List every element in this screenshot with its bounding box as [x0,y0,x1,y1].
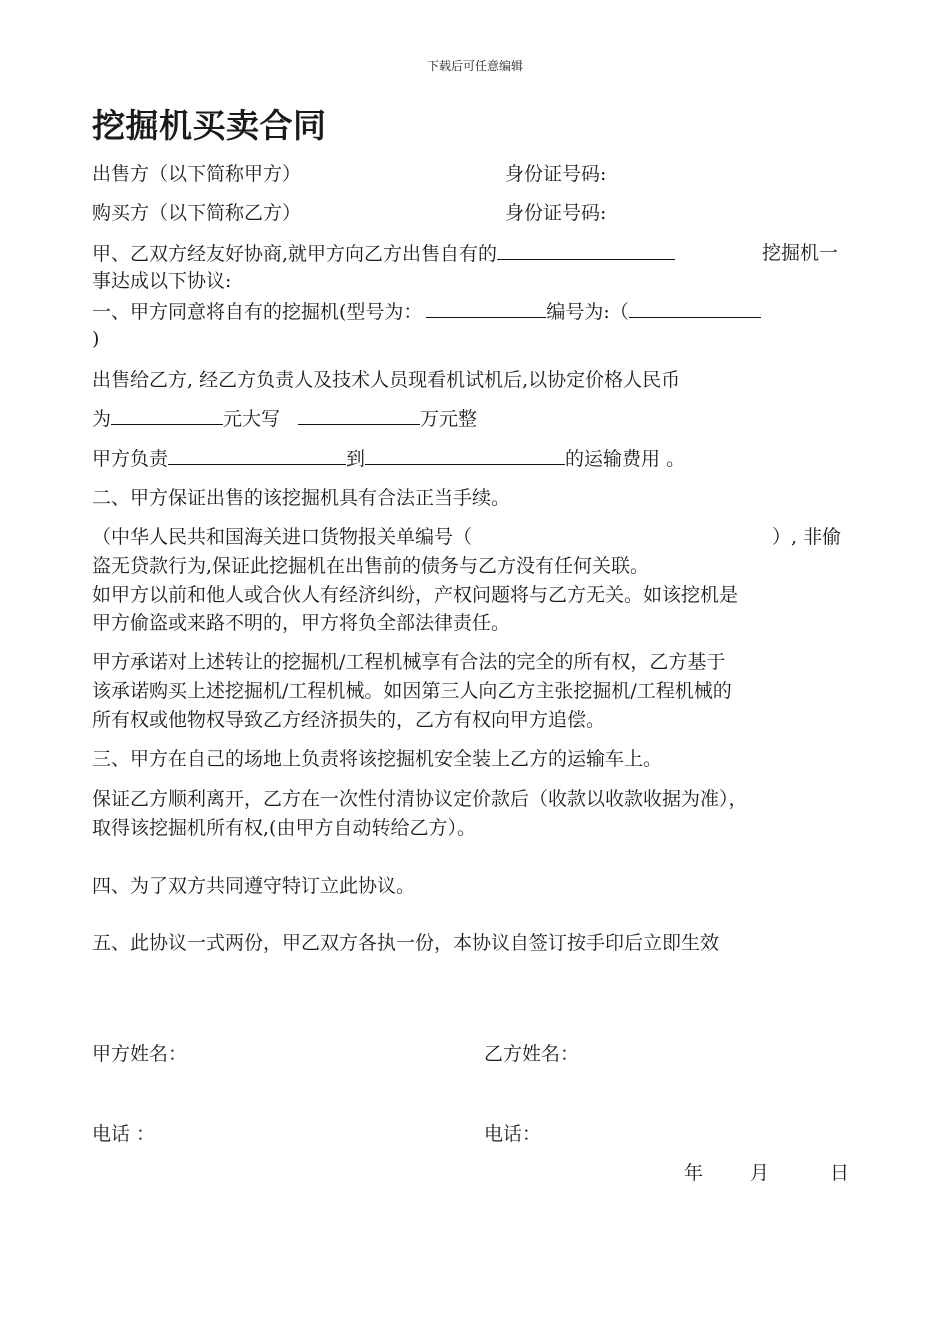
transport-text-b: 到 [346,448,366,470]
clause-4-text: 四、为了双方共同遵守特订立此协议。 [92,875,416,897]
seller-id-label: 身份证号码: [505,163,607,185]
clause-2-text-d: 如甲方以前和他人或合伙人有经济纠纷，产权问题将与乙方无关。如该挖机是 [92,584,739,606]
clause-1-line [92,297,761,327]
date-year-label: 年 [684,1162,704,1184]
price-line [92,404,477,434]
price-words-blank[interactable] [298,404,420,425]
intro-text-a: 甲、乙双方经友好协商,就甲方向乙方出售自有的 [92,243,498,265]
document-title: 挖掘机买卖合同 [92,106,327,145]
model-blank[interactable] [426,297,546,318]
clause-2-text-c: 盗无贷款行为,保证此挖掘机在出售前的债务与乙方没有任何关联。 [92,555,650,577]
machine-blank[interactable] [497,239,675,260]
clause-5-text: 五、此协议一式两份，甲乙双方各执一份，本协议自签订按手印后立即生效 [92,932,720,954]
intro-text-c: 事达成以下协议: [92,270,232,292]
transport-to-blank[interactable] [365,444,565,465]
clause-2-text-f3: 所有权或他物权导致乙方经济损失的，乙方有权向甲方追偿。 [92,709,606,731]
party-a-name-label: 甲方姓名： [92,1043,188,1065]
date-day-label: 日 [830,1162,850,1184]
buyer-label: 购买方（以下简称乙方） [92,202,302,224]
clause-2-text-f1: 甲方承诺对上述转让的挖掘机/工程机械享有合法的完全的所有权，乙方基于 [92,651,726,673]
seller-label: 出售方（以下简称甲方） [92,163,302,185]
clause-2-text-b2: ）, 非偷 [772,526,842,548]
clause-3-text-b1: 保证乙方顺利离开，乙方在一次性付清协议定价款后（收款以收款收据为准）， [92,788,748,810]
transport-line [92,444,685,474]
serial-blank[interactable] [629,297,761,318]
clause-1-text-d: 出售给乙方, 经乙方负责人及技术人员现看机试机后,以协定价格人民币 [92,369,681,391]
price-text-a: 为 [92,408,112,430]
clause-2-text-a: 二、甲方保证出售的该挖掘机具有合法正当手续。 [92,487,511,509]
intro-text-b: 挖掘机一 [762,242,839,264]
transport-text-a: 甲方负责 [92,448,169,470]
date-month-label: 月 [750,1162,770,1184]
clause-3-text-a: 三、甲方在自己的场地上负责将该挖掘机安全装上乙方的运输车上。 [92,748,663,770]
clause-2-text-e: 甲方偷盗或来路不明的，甲方将负全部法律责任。 [92,612,511,634]
clause-3-text-b2: 取得该挖掘机所有权,(由甲方自动转给乙方）。 [92,817,476,839]
header-note: 下载后可任意编辑 [426,59,523,73]
party-b-name-label: 乙方姓名： [484,1043,580,1065]
party-b-phone-label: 电话： [484,1123,542,1145]
party-a-phone-label: 电话 ： [92,1123,156,1145]
clause-1-text-b: 编号为:（ [546,301,629,323]
transport-from-blank[interactable] [168,444,346,465]
transport-text-c: 的运输费用 。 [565,448,686,470]
clause-2-text-f2: 该承诺购买上述挖掘机/工程机械。如因第三人向乙方主张挖掘机/工程机械的 [92,680,732,702]
price-text-c: 万元整 [420,408,478,430]
clause-1-text-c: ) [92,328,100,350]
price-number-blank[interactable] [111,404,223,425]
intro-line [92,239,675,269]
buyer-id-label: 身份证号码: [505,202,607,224]
clause-2-text-b1: （中华人民共和国海关进口货物报关单编号（ [92,526,473,548]
price-text-b: 元大写 [223,408,281,430]
clause-1-text-a: 一、甲方同意将自有的挖掘机(型号为： [92,301,423,323]
